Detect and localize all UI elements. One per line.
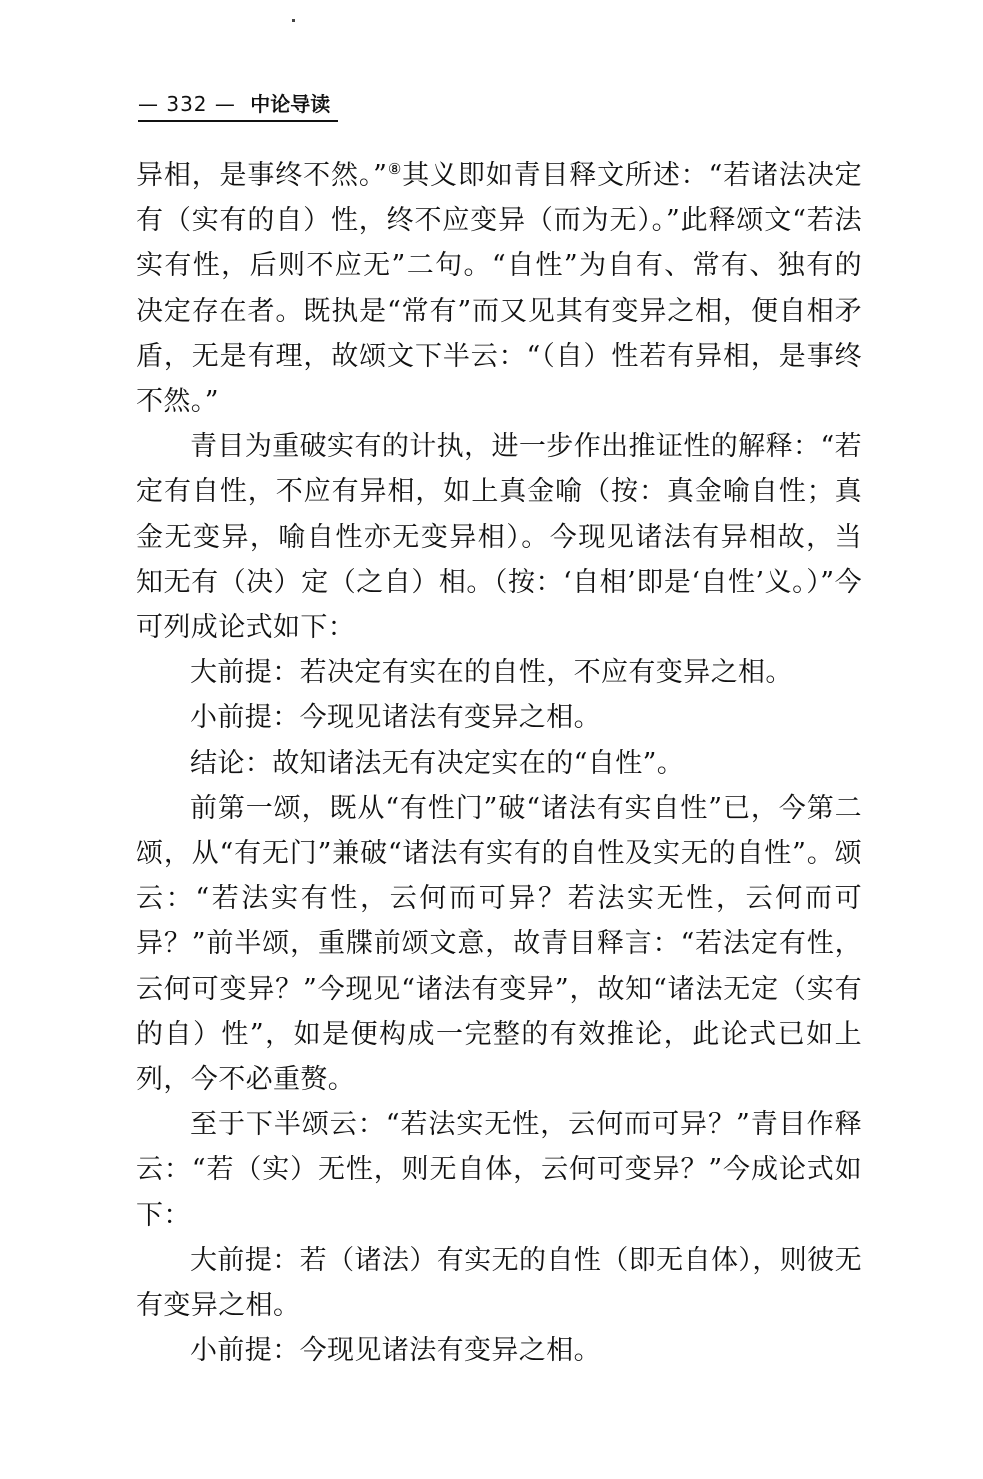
footnote-marker: ⑧ <box>387 160 403 178</box>
scan-speck <box>292 19 295 22</box>
paragraph-text: 异相，是事终不然。” <box>136 160 388 191</box>
syllogism-minor-premise: 小前提：今现见诸法有变异之相。 <box>190 702 601 734</box>
paragraph: 至于下半颂云：“若法实无性，云何而可异？”青目作释云：“若（实）无性，则无自体，云何可变异？”今成论式如下： <box>136 1109 862 1231</box>
paragraph: 青目为重破实有的计执，进一步作出推证性的解释：“若定有自性，不应有异相，如上真金喻（按：真金喻自性；真金无变异，喻自性亦无变异相）。今现见诸法有异相故，当知无有（决）定（之自）相。（按：‘自相’即是‘自性’义。）”今可列成论式如下： <box>136 431 862 644</box>
syllogism-conclusion: 结论：故知诸法无有决定实在的“自性”。 <box>190 747 685 779</box>
syllogism-major-premise: 大前提：若（诸法）有实无的自性（即无自体），则彼无有变异之相。 <box>136 1244 862 1322</box>
running-header <box>138 88 338 122</box>
paragraph-continuation <box>136 153 862 424</box>
paragraph: 前第一颂，既从“有性门”破“诸法有实自性”已，今第二颂，从“有无门”兼破“诸法有实有的自性及实无的自性”。颂云：“若法实有性，云何而可异？若法实无性，云何而可异？”前半颂，重牒前颂文意，故青目释言：“若法定有性，云何可变异？”今现见“诸法有变异”，故知“诸法无定（实有的自）性”，如是便构成一完整的有效推论，此论式已如上列，今不必重赘。 <box>136 792 862 1096</box>
book-title: 中论导读 <box>250 92 331 116</box>
body-text <box>136 153 862 1373</box>
page-number: — 332 — <box>138 92 236 116</box>
syllogism-minor-premise: 小前提：今现见诸法有变异之相。 <box>190 1335 601 1367</box>
syllogism-major-premise: 大前提：若决定有实在的自性，不应有变异之相。 <box>190 657 793 689</box>
paragraph-text: 其义即如青目释文所述：“若诸法决定有（实有的自）性，终不应变异（而为无）。”此释颂文“若法实有性，后则不应无”二句。“自性”为自有、常有、独有的决定存在者。既执是“常有”而又见其有变异之相，便自相矛盾，无是有理，故颂文下半云：“（自）性若有异相，是事终不然。” <box>136 160 862 418</box>
